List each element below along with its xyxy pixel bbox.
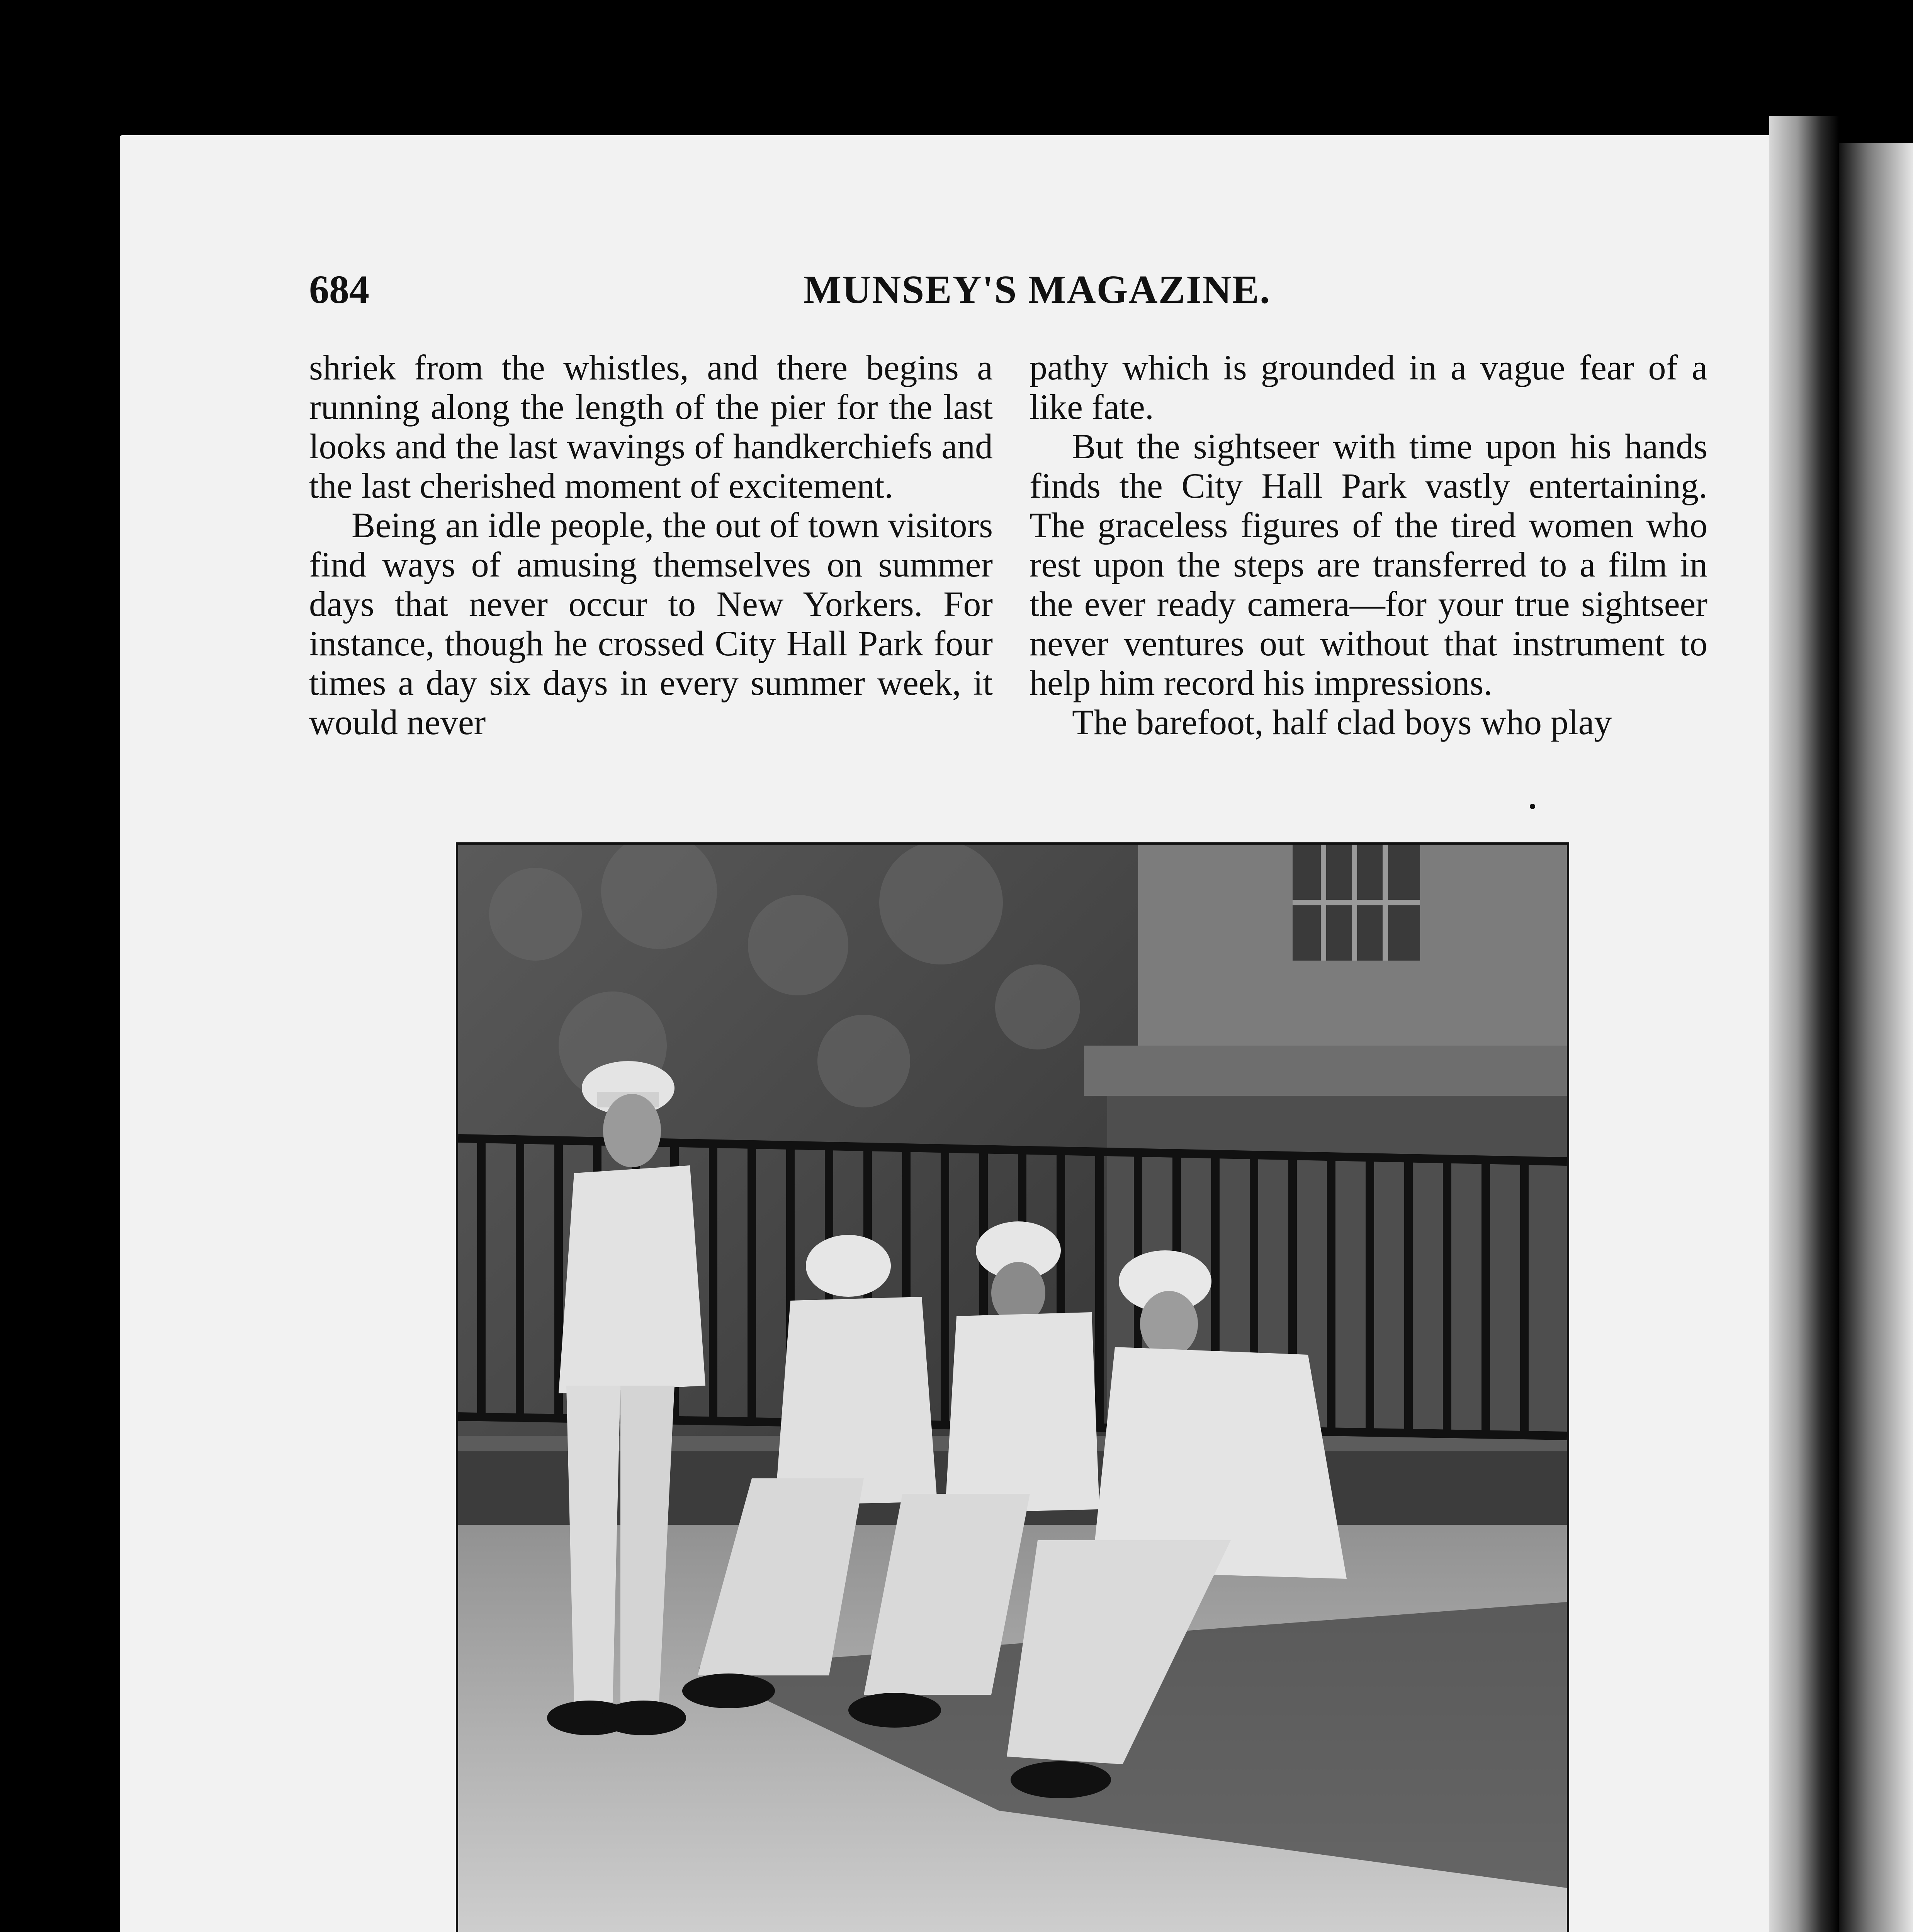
page-header bbox=[309, 267, 1707, 317]
paragraph: The barefoot, half clad boys who play bbox=[1072, 702, 1612, 742]
facing-page-edge bbox=[1839, 143, 1913, 1932]
photo-scene bbox=[458, 845, 1567, 1932]
page-binding-shadow bbox=[1769, 116, 1839, 1932]
running-title: MUNSEY'S MAGAZINE. bbox=[804, 267, 1271, 312]
paragraph: pathy which is grounded in a vague fear of a like fate. bbox=[1030, 348, 1707, 427]
ink-speck bbox=[1530, 804, 1535, 809]
halftone-photograph bbox=[456, 842, 1569, 1932]
paragraph: But the sightseer with time upon his hands finds the City Hall Park vastly entertaining. The graceless figures of the tired women who rest upon the steps are transferred to a film in the ever ready camera—for your true sightseer never ventures out without that instrument to help him record his impressions. bbox=[1030, 427, 1707, 702]
top-left-column bbox=[309, 348, 993, 742]
paragraph: shriek from the whistles, and there begins a running along the length of the pier for the last looks and the last wavings of handkerchiefs and the last cherished moment of excitement. bbox=[309, 348, 993, 505]
paragraph: Being an idle people, the out of town visitors find ways of amusing themselves on summer days that never occur to New Yorkers. For instance, though he crossed City Hall Park four times a day six days in every summer week, it would never bbox=[309, 505, 993, 742]
top-right-column bbox=[1030, 348, 1707, 742]
page-number: 684 bbox=[309, 267, 369, 312]
